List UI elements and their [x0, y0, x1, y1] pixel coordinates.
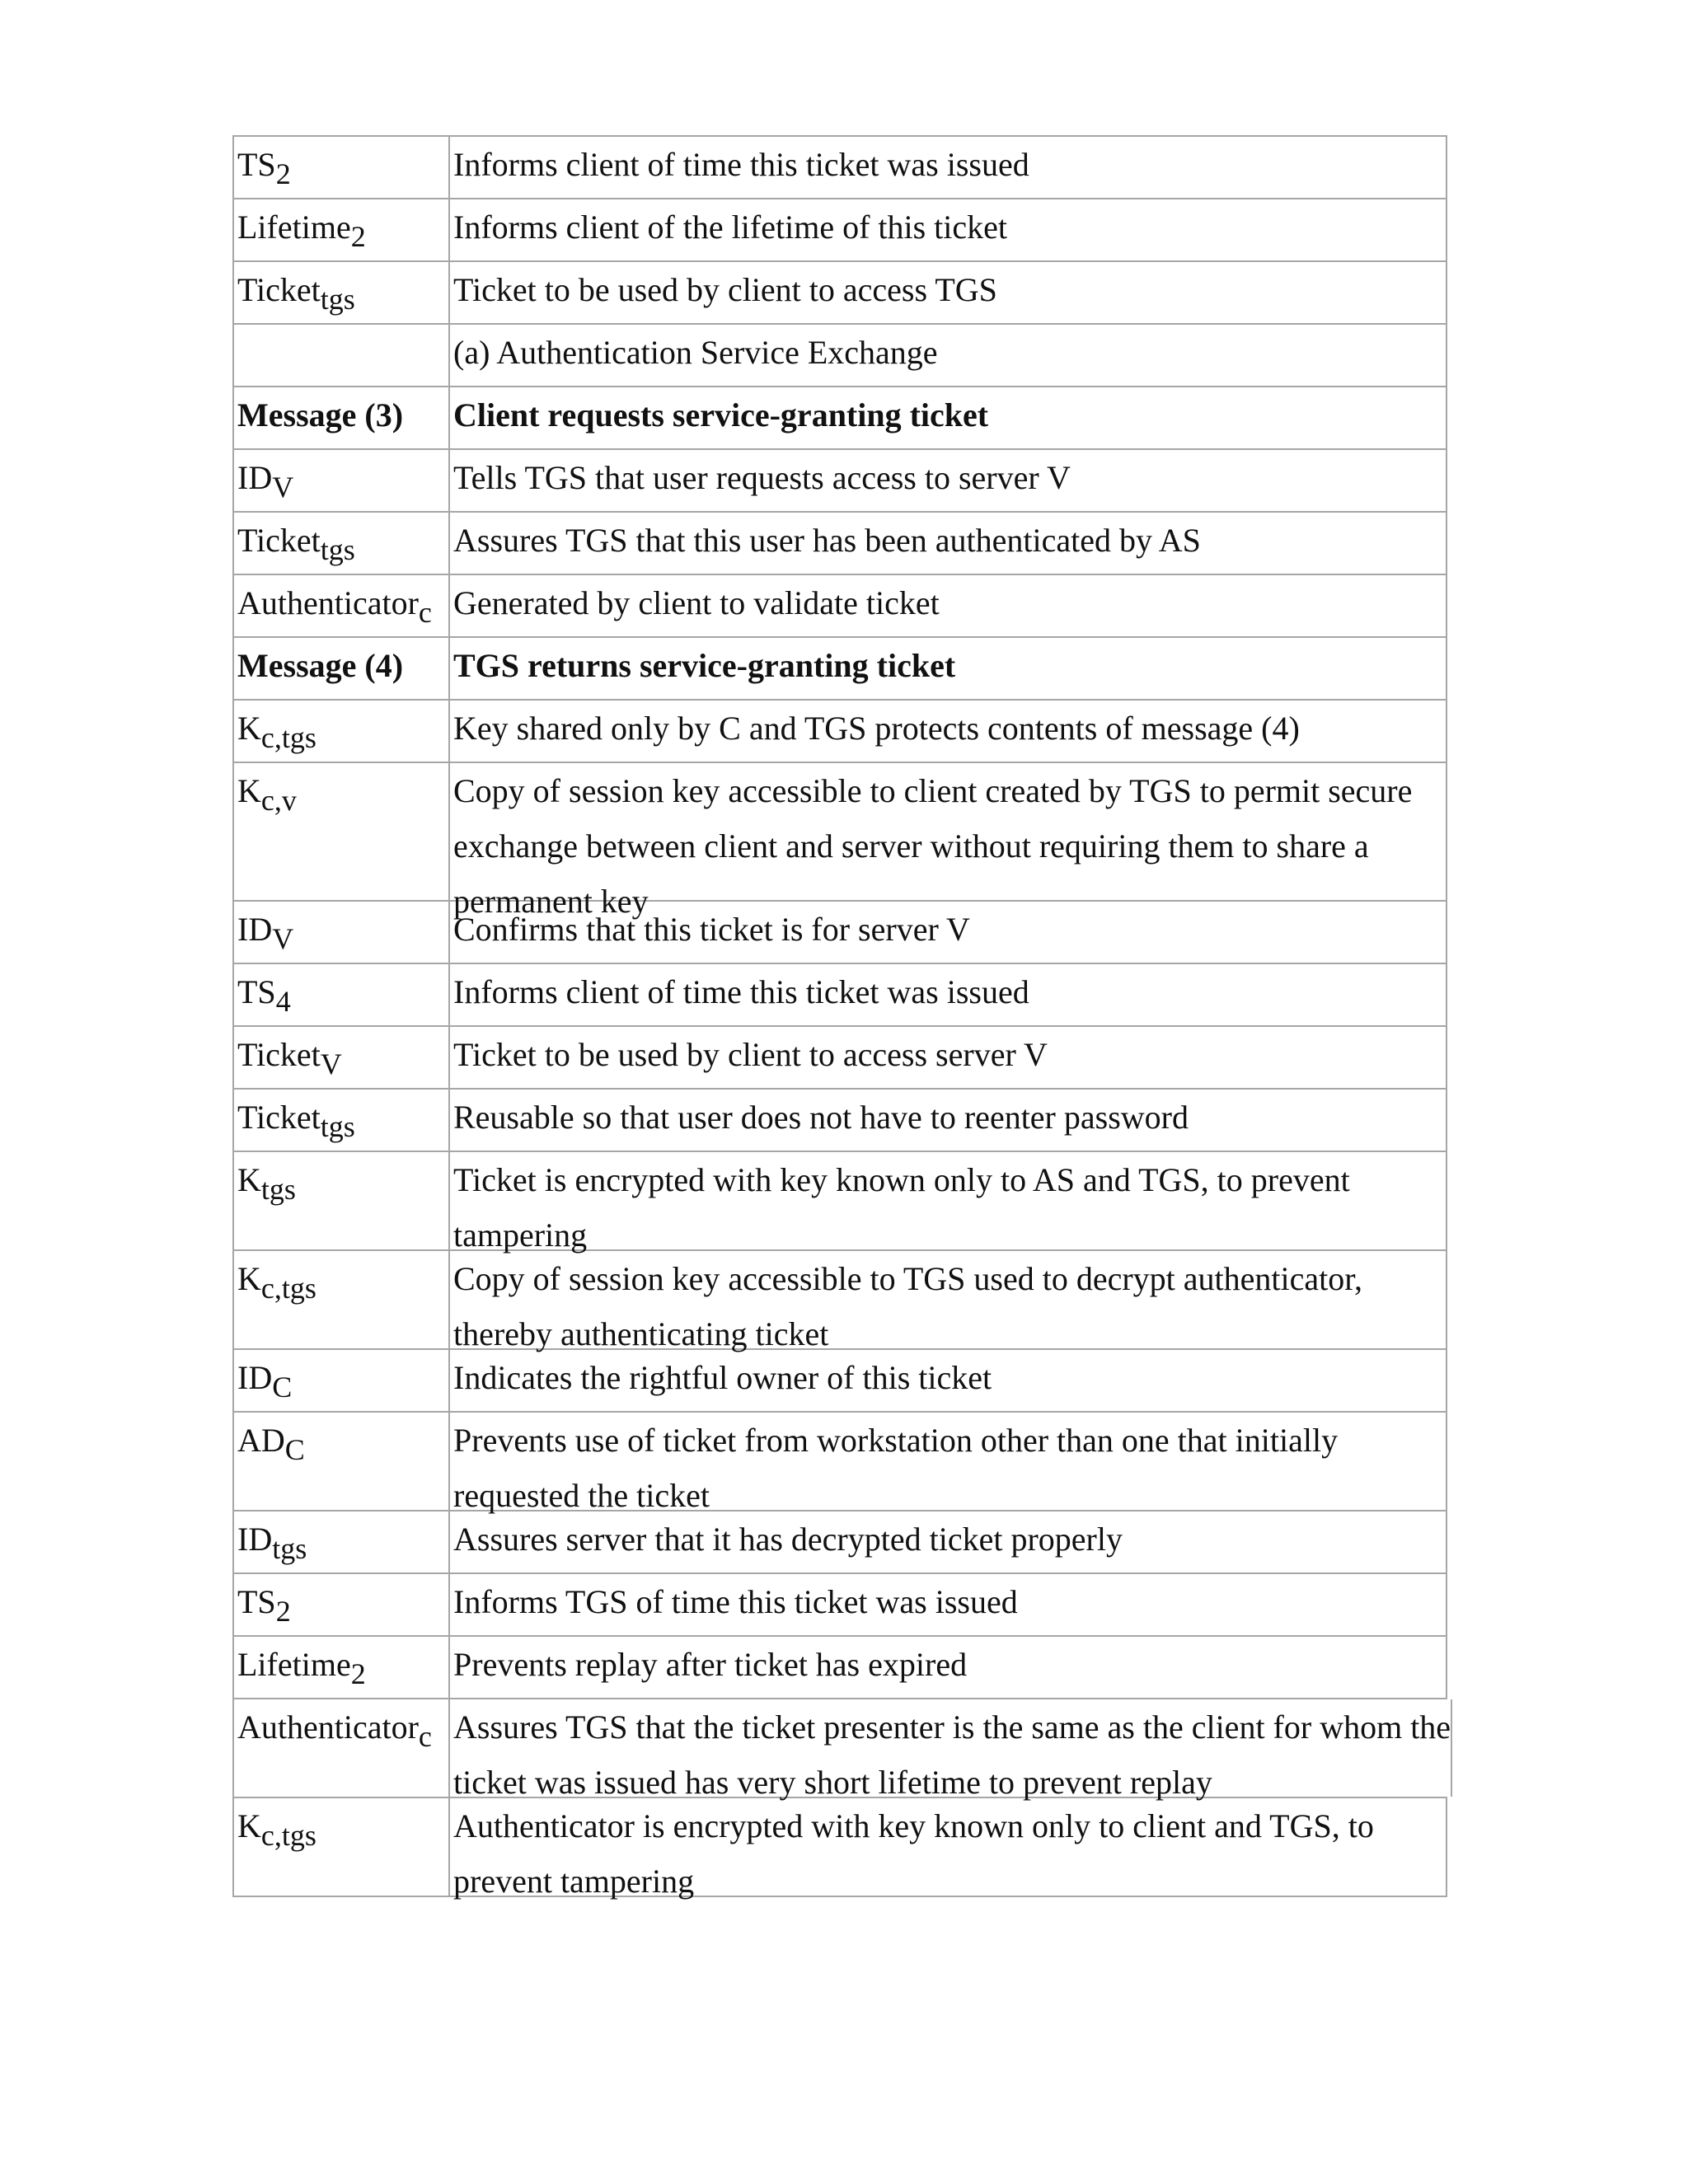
description-line: Assures TGS that the ticket presenter is the same as the client for whom the	[453, 1708, 1451, 1746]
table-row	[234, 513, 1447, 575]
table-row	[234, 387, 1447, 450]
table-row	[234, 1798, 1447, 1900]
description-line: Prevents use of ticket from workstation other than one that initially	[453, 1422, 1339, 1459]
term-text: ID	[237, 911, 273, 948]
term-cell	[234, 763, 450, 900]
description-line: tampering	[453, 1216, 588, 1254]
term-subscript: C	[272, 1371, 293, 1404]
term-subscript: C	[284, 1433, 305, 1466]
term-text: K	[237, 710, 261, 747]
term-cell	[234, 450, 450, 511]
description-line: prevent tampering	[453, 1863, 695, 1900]
description-line: Informs client of the lifetime of this ticket	[453, 209, 1008, 246]
term-text: Message (4)	[237, 647, 404, 684]
description-line: Ticket is encrypted with key known only to AS and TGS, to prevent	[453, 1161, 1350, 1198]
term-subscript: c,tgs	[260, 721, 316, 754]
description-line: exchange between client and server without requiring them to share a	[453, 827, 1369, 865]
table-row	[234, 1413, 1447, 1514]
term-subscript: c	[418, 1720, 432, 1753]
description-cell	[450, 1090, 1447, 1151]
term-text: Ticket	[237, 1099, 321, 1136]
description-line: TGS returns service-granting ticket	[453, 647, 956, 684]
description-cell	[450, 450, 1447, 511]
description-line: thereby authenticating ticket	[453, 1315, 829, 1352]
term-subscript: 2	[350, 1657, 366, 1690]
description-line: Informs client of time this ticket was issued	[453, 973, 1029, 1010]
term-cell	[234, 1637, 450, 1698]
term-cell	[234, 1511, 450, 1572]
table-row	[234, 1511, 1447, 1574]
description-line: ticket was issued has very short lifetime to prevent replay	[453, 1764, 1212, 1801]
table-row	[234, 1574, 1447, 1637]
description-line: Copy of session key accessible to client created by TGS to permit secure	[453, 772, 1413, 809]
description-cell	[450, 1027, 1447, 1088]
term-text: TS	[237, 146, 276, 183]
description-line: permanent key	[453, 883, 649, 920]
term-subscript: tgs	[320, 1110, 355, 1143]
description-cell	[450, 1511, 1447, 1572]
term-text: Lifetime	[237, 209, 351, 246]
description-line: Assures server that it has decrypted ticket properly	[453, 1521, 1123, 1558]
description-cell	[450, 1350, 1447, 1411]
description-line: Key shared only by C and TGS protects contents of message (4)	[453, 710, 1300, 747]
term-text: TS	[237, 973, 276, 1010]
description-line: Ticket to be used by client to access server V	[453, 1036, 1048, 1073]
term-cell	[234, 701, 450, 762]
term-cell	[234, 1574, 450, 1635]
description-line: Tells TGS that user requests access to server V	[453, 459, 1071, 496]
term-cell	[234, 575, 450, 636]
description-cell	[450, 575, 1447, 636]
term-subscript: 2	[350, 220, 366, 253]
table-row	[234, 1090, 1447, 1152]
description-cell	[450, 1699, 1452, 1801]
description-line: Informs TGS of time this ticket was issued	[453, 1583, 1018, 1620]
term-text: Authenticator	[237, 584, 419, 621]
term-subscript: c	[418, 596, 432, 629]
description-cell	[450, 262, 1447, 323]
term-cell	[234, 1413, 450, 1510]
term-subscript: c,tgs	[260, 1272, 316, 1305]
description-line: Indicates the rightful owner of this ticket	[453, 1359, 992, 1396]
term-text: K	[237, 1161, 261, 1198]
term-text: Authenticator	[237, 1708, 419, 1746]
table-row	[234, 763, 1447, 920]
term-cell	[234, 513, 450, 574]
term-subscript: V	[320, 1047, 342, 1080]
term-text: ID	[237, 1521, 273, 1558]
term-cell	[234, 1251, 450, 1348]
description-line: Informs client of time this ticket was issued	[453, 146, 1029, 183]
term-cell	[234, 638, 450, 699]
term-subscript: 2	[275, 1595, 291, 1628]
term-text: TS	[237, 1583, 276, 1620]
description-cell	[450, 1251, 1447, 1352]
term-cell	[234, 1699, 450, 1797]
description-cell	[450, 1413, 1447, 1514]
term-cell	[234, 964, 450, 1025]
term-cell	[234, 1152, 450, 1249]
term-subscript: 2	[275, 157, 291, 190]
term-cell	[234, 137, 450, 198]
term-text: K	[237, 772, 261, 809]
table-row	[234, 450, 1447, 513]
description-cell	[450, 1798, 1447, 1900]
term-cell	[234, 902, 450, 963]
term-subscript: tgs	[320, 283, 355, 316]
term-subscript: tgs	[320, 533, 355, 566]
table-row	[234, 1637, 1447, 1699]
term-cell	[234, 1350, 450, 1411]
description-cell	[450, 902, 1447, 963]
table-row	[234, 1152, 1447, 1254]
term-text: Message (3)	[237, 396, 404, 434]
table-row	[234, 262, 1447, 325]
description-cell	[450, 1637, 1447, 1698]
description-line: Assures TGS that this user has been authenticated by AS	[453, 522, 1201, 559]
description-cell	[450, 638, 1447, 699]
term-text: Ticket	[237, 522, 321, 559]
table-row	[234, 1251, 1447, 1350]
term-text: ID	[237, 459, 273, 496]
description-line: Generated by client to validate ticket	[453, 584, 940, 621]
table-row	[234, 964, 1447, 1027]
table-row	[234, 1350, 1447, 1413]
description-line: requested the ticket	[453, 1477, 710, 1514]
term-cell	[234, 325, 450, 386]
term-cell	[234, 387, 450, 448]
term-subscript: tgs	[260, 1173, 296, 1206]
table-row	[234, 575, 1447, 638]
table-row	[234, 325, 1447, 387]
term-text: AD	[237, 1422, 285, 1459]
description-cell	[450, 1574, 1447, 1635]
description-cell	[450, 387, 1447, 448]
term-cell	[234, 1027, 450, 1088]
description-cell	[450, 325, 1447, 386]
description-cell	[450, 763, 1447, 920]
description-line: (a) Authentication Service Exchange	[453, 334, 938, 371]
description-line: Ticket to be used by client to access TGS	[453, 271, 997, 308]
description-line: Client requests service-granting ticket	[453, 396, 989, 434]
table-row	[234, 199, 1447, 262]
term-text: K	[237, 1260, 261, 1297]
description-cell	[450, 199, 1447, 260]
description-line: Prevents replay after ticket has expired	[453, 1646, 968, 1683]
term-subscript: c,tgs	[260, 1819, 316, 1852]
term-text: Ticket	[237, 1036, 321, 1073]
table-row	[234, 137, 1447, 199]
term-cell	[234, 199, 450, 260]
term-text: K	[237, 1807, 261, 1844]
description-line: Authenticator is encrypted with key known only to client and TGS, to	[453, 1807, 1374, 1844]
description-line: Reusable so that user does not have to reenter password	[453, 1099, 1189, 1136]
term-subscript: c,v	[260, 784, 297, 817]
term-cell	[234, 1798, 450, 1896]
description-cell	[450, 137, 1447, 198]
term-cell	[234, 262, 450, 323]
description-line: Confirms that this ticket is for server V	[453, 911, 970, 948]
table-row	[234, 701, 1447, 763]
table-row	[234, 1699, 1451, 1801]
term-text: Lifetime	[237, 1646, 351, 1683]
description-cell	[450, 513, 1447, 574]
table-row	[234, 1027, 1447, 1090]
term-subscript: 4	[275, 985, 291, 1018]
table-row	[234, 638, 1447, 701]
term-text: ID	[237, 1359, 273, 1396]
kerberos-message-table	[232, 135, 1451, 1900]
description-cell	[450, 964, 1447, 1025]
term-subscript: V	[272, 471, 294, 504]
description-cell	[450, 1152, 1447, 1254]
term-cell	[234, 1090, 450, 1151]
term-text: Ticket	[237, 271, 321, 308]
term-subscript: V	[272, 922, 294, 955]
description-cell	[450, 701, 1447, 762]
term-subscript: tgs	[272, 1532, 307, 1565]
description-line: Copy of session key accessible to TGS used to decrypt authenticator,	[453, 1260, 1362, 1297]
table-row	[234, 902, 1447, 964]
